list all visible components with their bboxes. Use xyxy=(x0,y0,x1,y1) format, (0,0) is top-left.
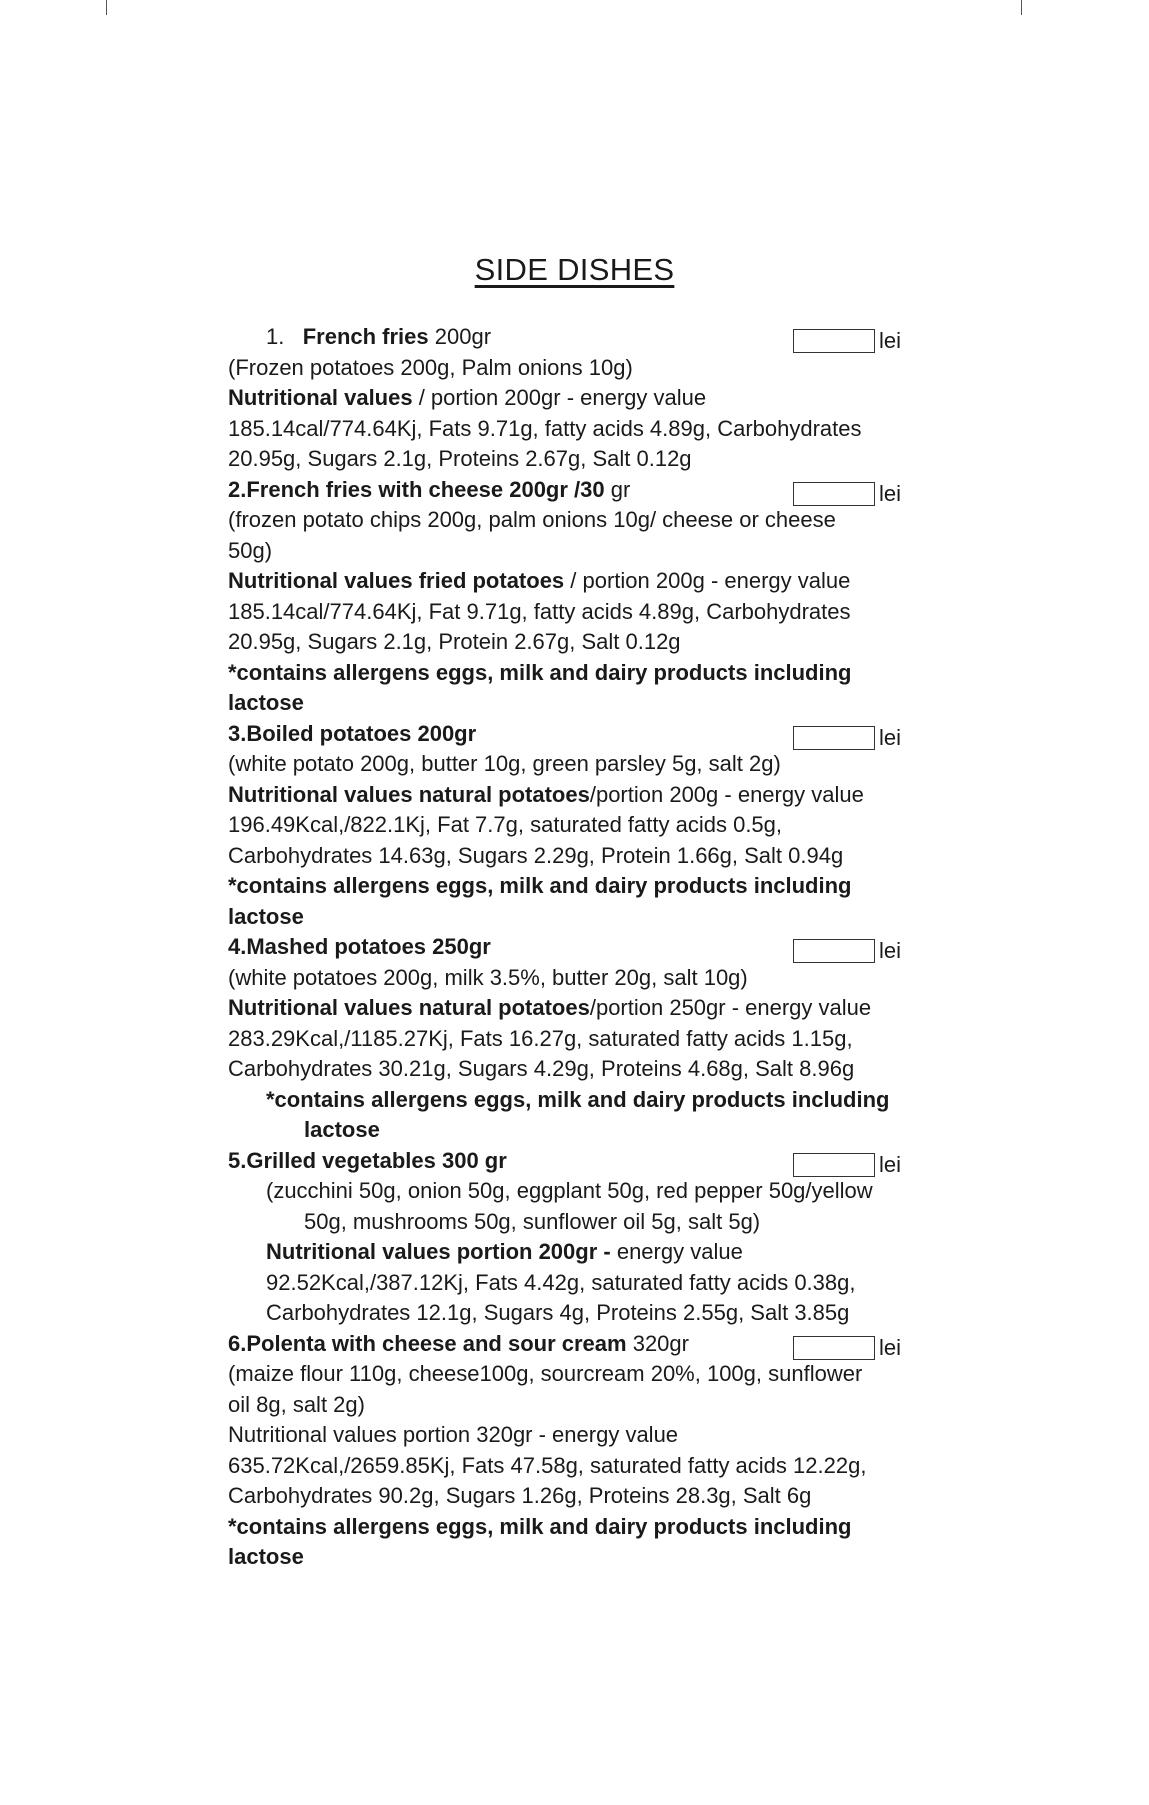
item-4-name: 4.Mashed potatoes 250gr xyxy=(228,934,491,959)
item-4-nutrition-line-1: Nutritional values natural potatoes/portion 250gr - energy value xyxy=(228,995,872,1020)
item-4-allergens-line-1: *contains allergens eggs, milk and dairy products including xyxy=(266,1086,890,1112)
item-2-price-box[interactable] xyxy=(793,482,875,506)
item-1-nutrition-line-1: Nutritional values / portion 200gr - energy value xyxy=(228,385,707,410)
item-6-weight: 320gr xyxy=(626,1330,689,1356)
item-1-number: 1. xyxy=(266,324,285,349)
menu-content xyxy=(228,322,908,1573)
item-6-allergens-line-1: *contains allergens eggs, milk and dairy products including xyxy=(228,1513,852,1539)
item-2-name: 2.French fries with cheese 200gr /30 xyxy=(228,476,605,502)
item-3-ingredients: (white potato 200g, butter 10g, green parsley 5g, salt 2g) xyxy=(228,751,781,776)
item-4-allergens-line-2: lactose xyxy=(304,1117,380,1142)
corner-mark-right xyxy=(1021,0,1022,15)
item-6-nutrition-line-1: Nutritional values portion 320gr - energy value xyxy=(228,1422,679,1447)
item-4-nutrition-label: Nutritional values natural potatoes xyxy=(228,995,590,1020)
item-3-nutrition-label: Nutritional values natural potatoes xyxy=(228,781,590,807)
item-6-ingredients-line-2: oil 8g, salt 2g) xyxy=(228,1391,365,1417)
item-5-title-line xyxy=(228,1146,908,1177)
item-5-ingredients-line-1: (zucchini 50g, onion 50g, eggplant 50g, red pepper 50g/yellow xyxy=(266,1178,873,1203)
item-2-allergens-line-1: *contains allergens eggs, milk and dairy products including xyxy=(228,659,852,685)
item-3-allergens-line-2: lactose xyxy=(228,903,304,929)
page-title: SIDE DISHES xyxy=(474,252,675,287)
item-6-name: 6.Polenta with cheese and sour cream xyxy=(228,1330,627,1356)
item-6-nutrition-line-2: 635.72Kcal,/2659.85Kj, Fats 47.58g, saturated fatty acids 12.22g, xyxy=(228,1452,867,1478)
item-6-currency: lei xyxy=(879,1334,902,1360)
item-2-nutrition-label: Nutritional values fried potatoes xyxy=(228,568,565,593)
item-2-nutrition-line-3: 20.95g, Sugars 2.1g, Protein 2.67g, Salt 0.12g xyxy=(228,629,681,654)
item-1-price-box[interactable] xyxy=(793,329,875,353)
item-3-title-line xyxy=(228,719,908,750)
item-1-ingredients: (Frozen potatoes 200g, Palm onions 10g) xyxy=(228,354,633,380)
item-1-title-line xyxy=(228,322,908,353)
item-3-currency: lei xyxy=(879,724,902,750)
item-1-nutrition-line-3: 20.95g, Sugars 2.1g, Proteins 2.67g, Salt 0.12g xyxy=(228,446,692,471)
item-4-price-box[interactable] xyxy=(793,939,875,963)
item-2-ingredients-line-2: 50g) xyxy=(228,537,273,563)
item-2-title-line xyxy=(228,475,908,506)
item-5-ingredients-line-2: 50g, mushrooms 50g, sunflower oil 5g, salt 5g) xyxy=(304,1208,761,1234)
item-2-ingredients-line-1: (frozen potato chips 200g, palm onions 10g/ cheese or cheese xyxy=(228,507,836,532)
item-6-nutrition-line-3: Carbohydrates 90.2g, Sugars 1.26g, Proteins 28.3g, Salt 6g xyxy=(228,1483,812,1508)
item-3-name: 3.Boiled potatoes 200gr xyxy=(228,720,477,746)
item-5-nutrition-line-2: 92.52Kcal,/387.12Kj, Fats 4.42g, saturated fatty acids 0.38g, xyxy=(266,1269,856,1295)
item-6-title-line xyxy=(228,1329,908,1360)
item-5-nutrition-line-3: Carbohydrates 12.1g, Sugars 4g, Proteins 2.55g, Salt 3.85g xyxy=(266,1300,850,1325)
item-4-title-line xyxy=(228,932,908,963)
item-3-nutrition-line-3: Carbohydrates 14.63g, Sugars 2.29g, Protein 1.66g, Salt 0.94g xyxy=(228,842,844,868)
item-2-nutrition-line-2: 185.14cal/774.64Kj, Fat 9.71g, fatty acids 4.89g, Carbohydrates xyxy=(228,598,851,624)
item-4-nutrition-line-3: Carbohydrates 30.21g, Sugars 4.29g, Proteins 4.68g, Salt 8.96g xyxy=(228,1056,855,1081)
item-2-currency: lei xyxy=(879,480,902,506)
item-5-price-box[interactable] xyxy=(793,1153,875,1177)
item-3-price-box[interactable] xyxy=(793,726,875,750)
item-4-ingredients: (white potatoes 200g, milk 3.5%, butter 20g, salt 10g) xyxy=(228,964,748,990)
item-6-price-box[interactable] xyxy=(793,1336,875,1360)
item-2-nutrition-line-1: Nutritional values fried potatoes / portion 200g - energy value xyxy=(228,568,851,593)
item-3-nutrition-line-2: 196.49Kcal,/822.1Kj, Fat 7.7g, saturated fatty acids 0.5g, xyxy=(228,812,783,837)
item-5-nutrition-label: Nutritional values portion 200gr - xyxy=(266,1239,611,1264)
item-6-ingredients-line-1: (maize flour 110g, cheese100g, sourcream 20%, 100g, sunflower xyxy=(228,1361,863,1386)
item-4-currency: lei xyxy=(879,938,902,963)
item-2-unit: gr xyxy=(604,476,631,502)
item-1-nutrition-label: Nutritional values xyxy=(228,385,413,410)
item-5-currency: lei xyxy=(879,1151,902,1177)
corner-mark-left xyxy=(106,0,107,15)
item-1-currency: lei xyxy=(879,328,902,353)
item-3-nutrition-line-1: Nutritional values natural potatoes/portion 200g - energy value xyxy=(228,781,864,807)
item-2-allergens-line-2: lactose xyxy=(228,690,304,715)
item-6-allergens-line-2: lactose xyxy=(228,1544,304,1569)
item-1-nutrition-line-2: 185.14cal/774.64Kj, Fats 9.71g, fatty acids 4.89g, Carbohydrates xyxy=(228,415,862,441)
item-4-nutrition-line-2: 283.29Kcal,/1185.27Kj, Fats 16.27g, saturated fatty acids 1.15g, xyxy=(228,1025,853,1051)
item-1-name: French fries xyxy=(302,324,429,349)
item-5-nutrition-line-1: Nutritional values portion 200gr - energy value xyxy=(266,1239,743,1264)
item-5-name: 5.Grilled vegetables 300 gr xyxy=(228,1147,507,1173)
item-1-weight: 200gr xyxy=(428,324,492,349)
item-3-allergens-line-1: *contains allergens eggs, milk and dairy products including xyxy=(228,873,852,898)
